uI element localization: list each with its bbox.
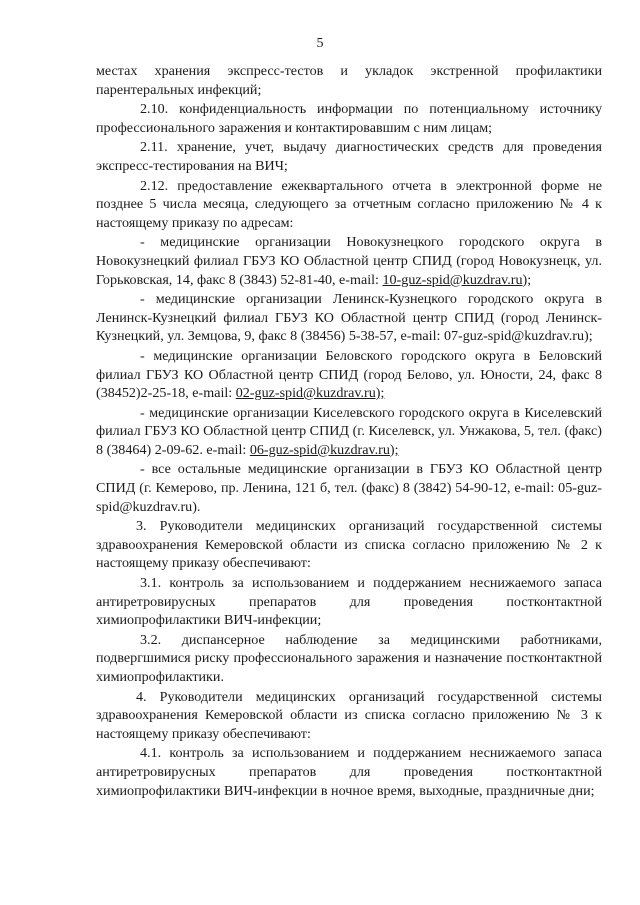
email-link-belovo[interactable]: 02-guz-spid@kuzdrav.ru); bbox=[235, 385, 385, 402]
address-belovo bbox=[96, 347, 602, 403]
address-kemerovo: - все остальные медицинские организации в ГБУЗ КО Областной центр СПИД (г. Кемерово, пр. Ленина, 121 б, тел. (факс) 8 (3842) 54-90-12, e-mail: 05-guz-spid@kuzdrav.ru). bbox=[96, 461, 602, 515]
document-body bbox=[96, 62, 602, 801]
paragraph-storage-sites: местах хранения экспресс-тестов и укладок экстренной профилактики парентеральных инфекций; bbox=[96, 63, 602, 98]
paragraph-3: 3. Руководители медицинских организаций государственной системы здравоохранения Кемеровской области из списка согласно приложению № 2 к настоящему приказу обеспечивают: bbox=[96, 518, 602, 572]
page-number: 5 bbox=[316, 36, 324, 51]
paragraph-2-10: 2.10. конфиденциальность информации по потенциальному источнику профессионального заражения и контактировавшим с ним лицам; bbox=[96, 101, 602, 136]
paragraph-2-11: 2.11. хранение, учет, выдачу диагностических средств для проведения экспресс-тестирования на ВИЧ; bbox=[96, 139, 602, 174]
email-link-kiselevsk[interactable]: 06-guz-spid@kuzdrav.ru); bbox=[249, 441, 399, 458]
address-novokuznetsk bbox=[96, 233, 602, 289]
paragraph-2-12: 2.12. предоставление ежеквартального отчета в электронной форме не позднее 5 числа месяца, следующего за отчетным согласно приложению № 4 к настоящему приказу по адресам: bbox=[96, 177, 602, 231]
paragraph-3-1: 3.1. контроль за использованием и поддержанием неснижаемого запаса антиретровирусных препаратов для проведения постконтактной химиопрофилактики ВИЧ-инфекции; bbox=[96, 575, 602, 629]
address-novokuznetsk-tail: ); bbox=[522, 271, 532, 288]
address-leninsk-kuznetsky: - медицинские организации Ленинск-Кузнецкого городского округа в Ленинск-Кузнецкий филиал ГБУЗ КО Областной центр СПИД (город Ленинск-Кузнецкий, ул. Земцова, 9, факс 8 (38456) 5-38-57, e-mail: 07-guz-spid@kuzdrav.ru); bbox=[96, 291, 602, 345]
paragraph-4: 4. Руководители медицинских организаций государственной системы здравоохранения Кемеровской области из списка согласно приложению № 3 к настоящему приказу обеспечивают: bbox=[96, 688, 602, 742]
address-kiselevsk bbox=[96, 404, 602, 460]
address-kiselevsk-text: - медицинские организации Киселевского городского округа в Киселевский филиал ГБУЗ КО Областной центр СПИД (г. Киселевск, ул. Унжакова, 5, тел. (факс) 8 (38464) 2-09-62. e-mail: bbox=[96, 404, 602, 458]
address-belovo-text: - медицинские организации Беловского городского округа в Беловский филиал ГБУЗ КО Областной центр СПИД (город Белово, ул. Юности, 24, факс 8 (38452)2-25-18, e-mail: bbox=[96, 347, 602, 402]
email-link-novokuznetsk[interactable]: 10-guz-spid@kuzdrav.ru bbox=[382, 271, 523, 288]
address-novokuznetsk-text: - медицинские организации Новокузнецкого городского округа в Новокузнецкий филиал ГБУЗ КО Областной центр СПИД (город Новокузнецк, ул. Горьковская, 14, факс 8 (3843) 52-81-40, e-mail: bbox=[96, 234, 602, 288]
paragraph-4-1: 4.1. контроль за использованием и поддержанием неснижаемого запаса антиретровирусных препаратов для проведения постконтактной химиопрофилактики ВИЧ-инфекции в ночное время, выходные, праздничные дни; bbox=[96, 745, 602, 799]
paragraph-3-2: 3.2. диспансерное наблюдение за медицинскими работниками, подвергшимися риску профессионального заражения и назначение постконтактной химиопрофилактики. bbox=[96, 631, 602, 685]
